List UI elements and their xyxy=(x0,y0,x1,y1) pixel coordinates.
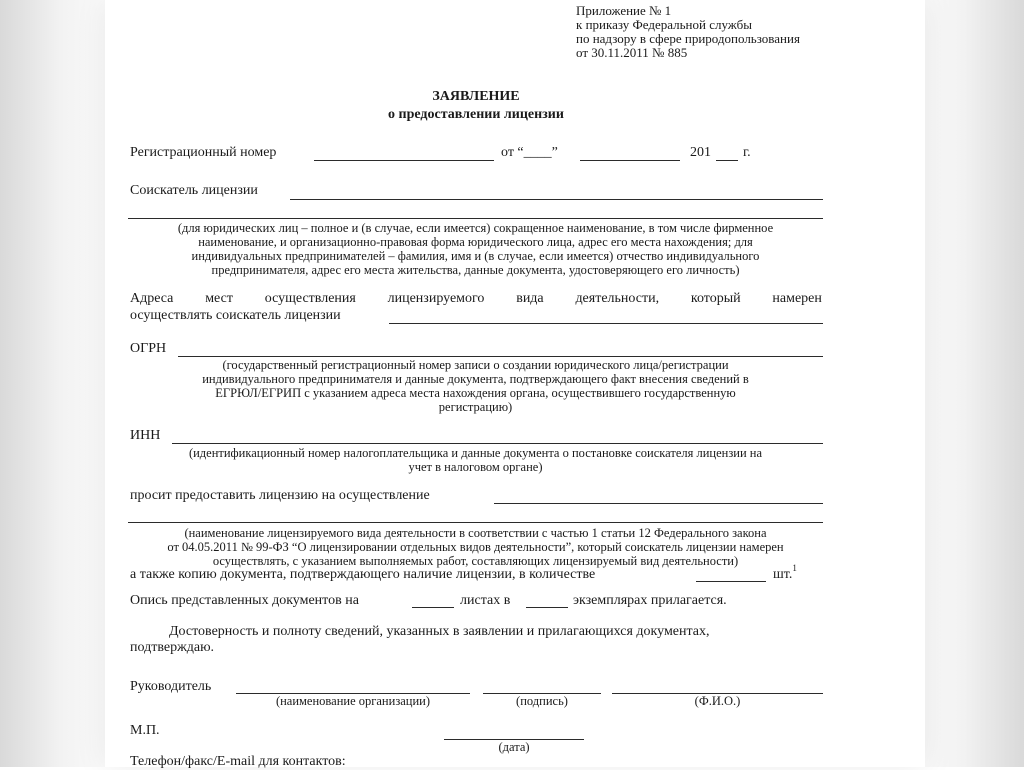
applicant-note-3: индивидуальных предпринимателей – фамилия, имя и (в случае, если имеется) отчество индивидуального xyxy=(191,249,760,263)
ogrn-note-1: (государственный регистрационный номер записи о создании юридического лица/регистрации xyxy=(222,358,729,372)
request-note-1: (наименование лицензируемого вида деятельности в соответствии с частью 1 статьи 12 Федерального закона xyxy=(184,526,767,540)
addresses-word: деятельности, xyxy=(575,291,660,306)
applicant-note-4: предпринимателя, адрес его места жительства, данные документа, удостоверяющего его личность) xyxy=(211,263,740,277)
applicant-field-line2[interactable] xyxy=(128,218,823,219)
addresses-word: Адреса xyxy=(130,291,174,306)
copy-unit-text: шт. xyxy=(773,567,793,582)
addresses-word: намерен xyxy=(772,291,822,306)
confirm-line1: Достоверность и полноту сведений, указанных в заявлении и прилагающихся документах, xyxy=(169,624,710,639)
inventory-part2: листах в xyxy=(460,593,511,608)
addresses-word: который xyxy=(690,291,741,306)
request-note-3: осуществлять, с указанием выполняемых работ, составляющих лицензируемый вид деятельности) xyxy=(212,554,739,568)
footnote-mark: 1 xyxy=(792,563,797,573)
reg-date-from: от “____” xyxy=(501,145,558,160)
reg-year-field[interactable] xyxy=(716,160,738,161)
inn-label: ИНН xyxy=(130,428,161,443)
addresses-word: лицензируемого xyxy=(387,291,485,306)
ogrn-field[interactable] xyxy=(178,356,823,357)
head-label: Руководитель xyxy=(130,679,212,694)
inn-note-2: учет в налоговом органе) xyxy=(408,460,543,474)
request-field-line2[interactable] xyxy=(128,522,823,523)
header-note-line4: от 30.11.2011 № 885 xyxy=(576,45,688,60)
confirm-line2: подтверждаю. xyxy=(130,640,215,655)
addresses-word: вида xyxy=(516,291,544,306)
addresses-line1 xyxy=(130,291,822,307)
ogrn-note-2: индивидуального предпринимателя и данные документа, подтверждающего факт внесения сведений в xyxy=(202,372,749,386)
document-title: ЗАЯВЛЕНИЕ xyxy=(432,89,520,104)
stamp-label: М.П. xyxy=(130,723,160,738)
addresses-word: осуществления xyxy=(264,291,356,306)
applicant-note-1: (для юридических лиц – полное и (в случае, если имеется) сокращенное наименование, в том числе фирменное xyxy=(177,221,774,235)
applicant-note-2: наименование, и организационно-правовая форма юридического лица, адрес его места нахождения; для xyxy=(198,235,753,249)
addresses-field[interactable] xyxy=(389,323,823,324)
reg-month-field[interactable] xyxy=(580,160,680,161)
request-field[interactable] xyxy=(494,503,823,504)
copy-unit xyxy=(773,563,797,583)
signature-caption: (подпись) xyxy=(516,694,568,708)
inventory-part3: экземплярах прилагается. xyxy=(573,593,727,608)
copy-text: а также копию документа, подтверждающего наличие лицензии, в количестве xyxy=(130,567,596,582)
header-note-line2: к приказу Федеральной службы xyxy=(576,17,752,32)
applicant-label: Соискатель лицензии xyxy=(130,183,258,198)
request-label: просит предоставить лицензию на осуществление xyxy=(130,488,430,503)
contacts-label: Телефон/факс/E-mail для контактов: xyxy=(130,754,346,769)
ogrn-note-4: регистрацию) xyxy=(438,400,513,414)
header-note-line1: Приложение № 1 xyxy=(576,3,672,18)
inn-note-1: (идентификационный номер налогоплательщика и данные документа о постановке соискателя лицензии на xyxy=(188,446,763,460)
date-caption: (дата) xyxy=(498,740,530,754)
addresses-word: мест xyxy=(205,291,233,306)
ogrn-label: ОГРН xyxy=(130,341,167,356)
inn-field[interactable] xyxy=(172,443,823,444)
inventory-sheets-field[interactable] xyxy=(412,607,454,608)
applicant-field[interactable] xyxy=(290,199,823,200)
org-name-caption: (наименование организации) xyxy=(275,694,431,708)
document-subtitle: о предоставлении лицензии xyxy=(388,107,564,122)
inventory-copies-field[interactable] xyxy=(526,607,568,608)
inventory-part1: Опись представленных документов на xyxy=(130,593,359,608)
addresses-line2: осуществлять соискатель лицензии xyxy=(130,308,341,323)
reg-number-label: Регистрационный номер xyxy=(130,145,277,160)
reg-year-suffix: г. xyxy=(743,145,751,160)
reg-number-field[interactable] xyxy=(314,160,494,161)
fio-caption: (Ф.И.О.) xyxy=(694,694,741,708)
copy-count-field[interactable] xyxy=(696,581,766,582)
request-note-2: от 04.05.2011 № 99-ФЗ “О лицензировании отдельных видов деятельности”, который соискатель лицензии намерен xyxy=(167,540,784,554)
header-note-line3: по надзору в сфере природопользования xyxy=(576,31,800,46)
reg-year-prefix: 201 xyxy=(690,145,711,160)
ogrn-note-3: ЕГРЮЛ/ЕГРИП с указанием адреса места нахождения органа, осуществившего государственную xyxy=(215,386,736,400)
